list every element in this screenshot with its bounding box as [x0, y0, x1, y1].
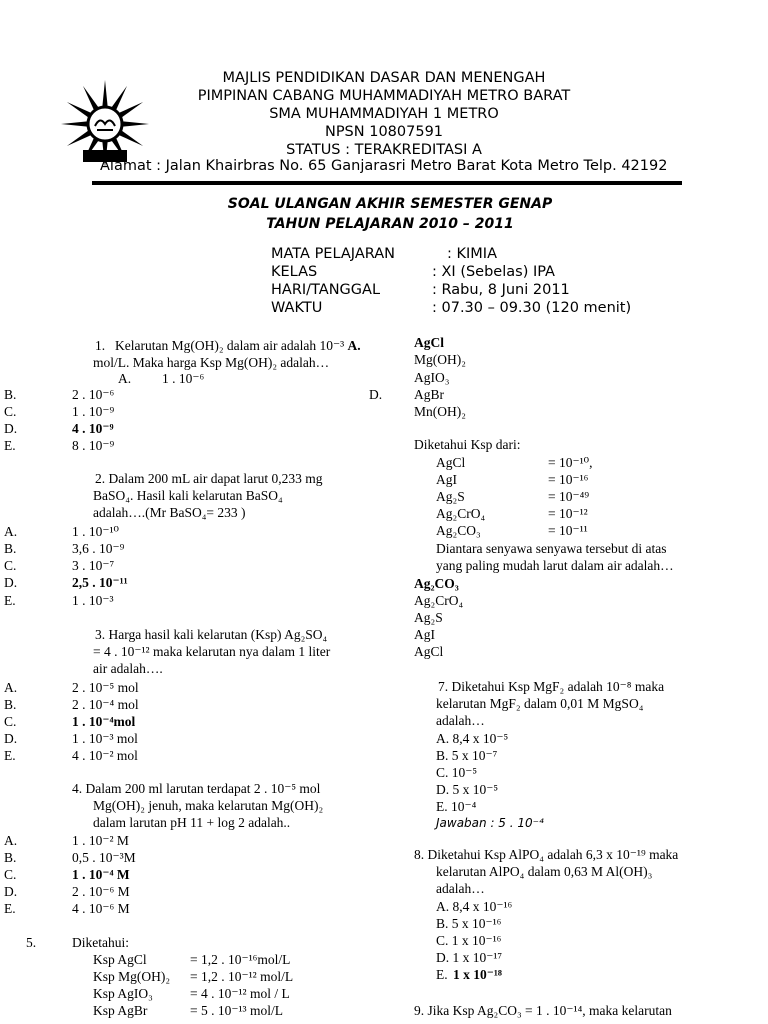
school-address: Alamat : Jalan Khairbras No. 65 Ganjarasri Metro Barat Kota Metro Telp. 42192	[100, 158, 668, 174]
question-line: air adalah….	[93, 661, 163, 676]
option-text: 3 . 10⁻⁷	[72, 558, 115, 573]
option-text: AgI	[414, 627, 435, 642]
question-line: BaSO₄. Hasil kali kelarutan BaSO₄	[93, 488, 283, 503]
option-text-answer: 1 . 10⁻⁴mol	[72, 714, 136, 729]
option-text-answer: AgCl	[414, 335, 444, 350]
option-letter: E.	[4, 901, 16, 916]
ksp-value: = 4 . 10⁻¹² mol / L	[190, 986, 290, 1001]
ksp-value: = 10⁻⁴⁹	[548, 489, 590, 504]
ksp-value: = 1,2 . 10⁻¹² mol/L	[190, 969, 294, 984]
info-value: : KIMIA	[447, 246, 497, 262]
option-text: Ag₂CrO₄	[414, 593, 464, 608]
header-line: PIMPINAN CABANG MUHAMMADIYAH METRO BARAT	[197, 88, 571, 104]
info-value: : Rabu, 8 Juni 2011	[432, 282, 570, 298]
ksp-label: AgCl	[436, 455, 466, 470]
answer-note: Jawaban : 5 . 10⁻⁴	[436, 816, 544, 830]
option-text: 4 . 10⁻⁶ M	[72, 901, 130, 916]
option-text-answer: Ag₂CO₃	[414, 576, 459, 591]
option-text: 1 . 10⁻² M	[72, 833, 129, 848]
ksp-value: = 5 . 10⁻¹³ mol/L	[190, 1003, 283, 1018]
info-label: HARI/TANGGAL	[271, 282, 381, 298]
option-letter: D.	[4, 731, 18, 746]
option-text: 3,6 . 10⁻⁹	[72, 541, 125, 556]
option-text: D. 1 x 10⁻¹⁷	[436, 950, 503, 965]
option-text: 2 . 10⁻⁶	[72, 387, 115, 402]
question-line: mol/L. Maka harga Ksp Mg(OH)₂ adalah…	[93, 355, 330, 370]
option-text: B. 5 x 10⁻¹⁶	[436, 916, 502, 931]
exam-year: TAHUN PELAJARAN 2010 – 2011	[266, 216, 514, 232]
option-text: B. 5 x 10⁻⁷	[436, 748, 498, 763]
question-line: 2. Dalam 200 mL air dapat larut 0,233 mg	[95, 471, 323, 486]
ksp-label: Ag₂CrO₄	[436, 506, 486, 521]
option-text: AgCl	[414, 644, 444, 659]
option-text: AgIO₃	[414, 370, 450, 385]
question-line: 9. Jika Ksp Ag₂CO₃ = 1 . 10⁻¹⁴, maka kelarutan	[414, 1003, 672, 1018]
option-text: D. 5 x 10⁻⁵	[436, 782, 499, 797]
institution-header	[0, 69, 768, 159]
option-text: Mg(OH)₂	[414, 352, 466, 367]
question-line: Diantara senyawa senyawa tersebut di atas	[436, 541, 667, 556]
option-text: 2 . 10⁻⁶ M	[72, 884, 130, 899]
ksp-label: Ksp AgIO₃	[93, 986, 153, 1001]
question-line: adalah…	[436, 881, 485, 896]
question-line: 3. Harga hasil kali kelarutan (Ksp) Ag₂SO₄	[95, 627, 328, 642]
option-text: 1 . 10⁻¹⁰	[72, 524, 119, 539]
question-line: yang paling mudah larut dalam air adalah…	[436, 558, 674, 573]
option-letter: A.	[4, 524, 18, 539]
ksp-label: Ag₂CO₃	[436, 523, 481, 538]
ksp-label: Ksp AgCl	[93, 952, 147, 967]
ksp-value: = 10⁻¹⁰,	[548, 455, 593, 470]
question-text	[115, 338, 361, 354]
question-line-tail: A.	[347, 338, 361, 353]
question-line: = 4 . 10⁻¹² maka kelarutan nya dalam 1 liter	[93, 644, 331, 659]
option-letter: D.	[369, 387, 383, 402]
option-text: 2 . 10⁻⁴ mol	[72, 697, 139, 712]
option-text-answer: 1 x 10⁻¹⁸	[453, 967, 502, 982]
ksp-label: Ksp AgBr	[93, 1003, 148, 1018]
option-letter: A.	[4, 833, 18, 848]
option-text: 1 . 10⁻⁹	[72, 404, 115, 419]
question-line: Mg(OH)₂ jenuh, maka kelarutan Mg(OH)₂	[93, 798, 324, 813]
ksp-label: Ksp Mg(OH)₂	[93, 969, 171, 984]
option-text: 8 . 10⁻⁹	[72, 438, 115, 453]
option-letter: C.	[4, 867, 17, 882]
option-letter: D.	[4, 421, 18, 436]
option-text-answer: 4 . 10⁻⁹	[72, 421, 114, 436]
option-letter: E.	[4, 593, 16, 608]
option-letter: B.	[4, 541, 17, 556]
option-text: AgBr	[414, 387, 444, 402]
option-text: Mn(OH)₂	[414, 404, 466, 419]
option-letter: B.	[4, 697, 17, 712]
option-text: A. 8,4 x 10⁻⁵	[436, 731, 509, 746]
header-line: SMA MUHAMMADIYAH 1 METRO	[269, 106, 499, 122]
option-letter: B.	[4, 850, 17, 865]
question-line: dalam larutan pH 11 + log 2 adalah..	[93, 815, 291, 830]
exam-title: SOAL ULANGAN AKHIR SEMESTER GENAP	[227, 196, 553, 212]
option-text: 1 . 10⁻³	[72, 593, 114, 608]
option-letter: E.	[4, 748, 16, 763]
header-line: MAJLIS PENDIDIKAN DASAR DAN MENENGAH	[222, 70, 546, 86]
option-text-answer: 1 . 10⁻⁴ M	[72, 867, 130, 882]
option-text: C. 1 x 10⁻¹⁶	[436, 933, 502, 948]
header-line: STATUS : TERAKREDITASI A	[286, 142, 482, 158]
option-letter: C.	[4, 558, 17, 573]
question-line: 4. Dalam 200 ml larutan terdapat 2 . 10⁻⁵ mol	[72, 781, 321, 796]
question-line: kelarutan MgF₂ dalam 0,01 M MgSO₄	[436, 696, 644, 711]
question-number: 1.	[95, 338, 106, 353]
option-letter: D.	[4, 884, 18, 899]
ksp-value: = 10⁻¹⁶	[548, 472, 589, 487]
ksp-label: AgI	[436, 472, 457, 487]
question-line: 7. Diketahui Ksp MgF₂ adalah 10⁻⁸ maka	[438, 679, 665, 694]
info-label: WAKTU	[271, 300, 323, 316]
option-letter: C.	[4, 714, 17, 729]
option-text: 4 . 10⁻² mol	[72, 748, 138, 763]
option-letter: B.	[4, 387, 17, 402]
option-letter: E.	[4, 438, 16, 453]
question-line: Diketahui Ksp dari:	[414, 437, 521, 452]
option-text: 1 . 10⁻³ mol	[72, 731, 138, 746]
question-line: 8. Diketahui Ksp AlPO₄ adalah 6,3 x 10⁻¹⁹ maka	[414, 847, 679, 862]
info-value: : 07.30 – 09.30 (120 menit)	[432, 300, 632, 316]
option-text-answer: 2,5 . 10⁻¹¹	[72, 575, 128, 590]
ksp-label: Ag₂S	[436, 489, 465, 504]
option-letter: E.	[436, 967, 448, 982]
ksp-value: = 10⁻¹¹	[548, 523, 588, 538]
option-letter: A.	[4, 680, 18, 695]
question-line: adalah….(Mr BaSO₄= 233 )	[93, 505, 246, 520]
header-divider	[92, 181, 682, 185]
option-letter: C.	[4, 404, 17, 419]
question-number: 5.	[26, 935, 37, 950]
question-line: Kelarutan Mg(OH)₂ dalam air adalah 10⁻³	[115, 338, 345, 353]
option-text: 0,5 . 10⁻³M	[72, 850, 136, 865]
info-label: MATA PELAJARAN	[271, 246, 395, 262]
ksp-value: = 10⁻¹²	[548, 506, 588, 521]
info-value: : XI (Sebelas) IPA	[432, 264, 555, 280]
question-line: adalah…	[436, 713, 485, 728]
option-letter: D.	[4, 575, 18, 590]
option-text: C. 10⁻⁵	[436, 765, 478, 780]
header-line: NPSN 10807591	[324, 124, 444, 140]
option-text: A. 8,4 x 10⁻¹⁶	[436, 899, 513, 914]
option-text: Ag₂S	[414, 610, 443, 625]
option-text: 2 . 10⁻⁵ mol	[72, 680, 139, 695]
option-letter: A.	[118, 371, 132, 386]
option-text: 1 . 10⁻⁶	[162, 371, 205, 386]
question-line: kelarutan AlPO₄ dalam 0,63 M Al(OH)₃	[436, 864, 653, 879]
ksp-value: = 1,2 . 10⁻¹⁶mol/L	[190, 952, 291, 967]
option-text: E. 10⁻⁴	[436, 799, 477, 814]
info-label: KELAS	[271, 264, 318, 280]
question-line: Diketahui:	[72, 935, 129, 950]
